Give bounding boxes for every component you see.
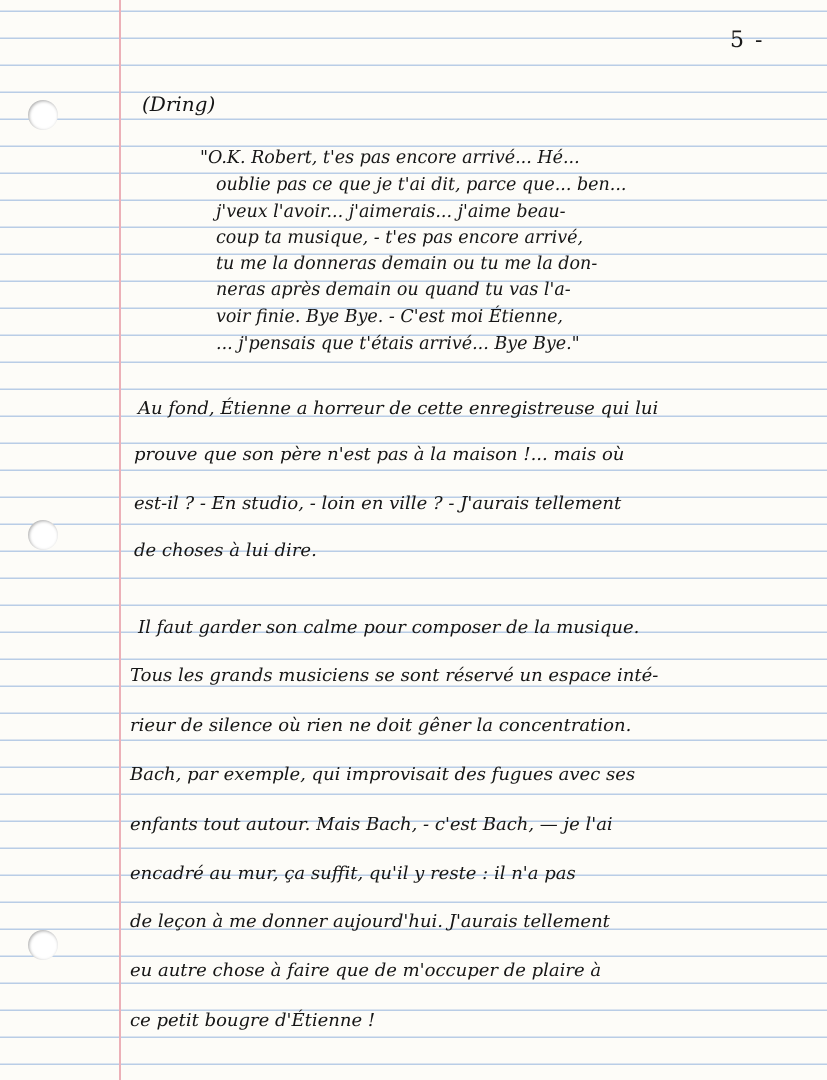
paragraph2-line: Il faut garder son calme pour composer de la musique.: [138, 617, 640, 638]
paragraph2-line: eu autre chose à faire que de m'occuper de plaire à: [130, 960, 602, 981]
binder-hole-bottom: [28, 930, 58, 960]
paragraph2-line: encadré au mur, ça suffit, qu'il y reste : il n'a pas: [130, 863, 576, 884]
quote-line: ... j'pensais que t'étais arrivé... Bye Bye.": [216, 334, 580, 354]
paragraph2-line: Tous les grands musiciens se sont réservé un espace inté-: [130, 665, 659, 686]
paragraph1-line: de choses à lui dire.: [134, 540, 317, 561]
paragraph2-line: enfants tout autour. Mais Bach, - c'est Bach, — je l'ai: [130, 814, 613, 835]
quote-line: j'veux l'avoir... j'aimerais... j'aime beau-: [216, 202, 566, 222]
page-number: 5 -: [730, 28, 765, 53]
binder-hole-top: [28, 100, 58, 130]
paragraph2-line: ce petit bougre d'Étienne !: [130, 1010, 376, 1031]
paragraph1-line: prouve que son père n'est pas à la maison !... mais où: [134, 444, 625, 465]
margin-line: [119, 0, 121, 1080]
quote-line: coup ta musique, - t'es pas encore arrivé,: [216, 228, 584, 248]
paragraph2-line: de leçon à me donner aujourd'hui. J'aurais tellement: [130, 911, 610, 932]
quote-line: voir finie. Bye Bye. - C'est moi Étienne,: [216, 307, 563, 327]
paragraph1-line: est-il ? - En studio, - loin en ville ? - J'aurais tellement: [134, 493, 622, 514]
paragraph2-line: rieur de silence où rien ne doit gêner la concentration.: [130, 715, 632, 736]
paragraph1-line: Au fond, Étienne a horreur de cette enregistreuse qui lui: [138, 398, 659, 419]
quote-line: tu me la donneras demain ou tu me la don-: [216, 254, 598, 274]
quote-line: neras après demain ou quand tu vas l'a-: [216, 280, 571, 300]
binder-hole-middle: [28, 520, 58, 550]
heading: (Dring): [142, 92, 216, 116]
paragraph2-line: Bach, par exemple, qui improvisait des fugues avec ses: [130, 764, 636, 785]
quote-line: "O.K. Robert, t'es pas encore arrivé... Hé...: [200, 148, 580, 168]
quote-line: oublie pas ce que je t'ai dit, parce que... ben...: [216, 175, 627, 195]
